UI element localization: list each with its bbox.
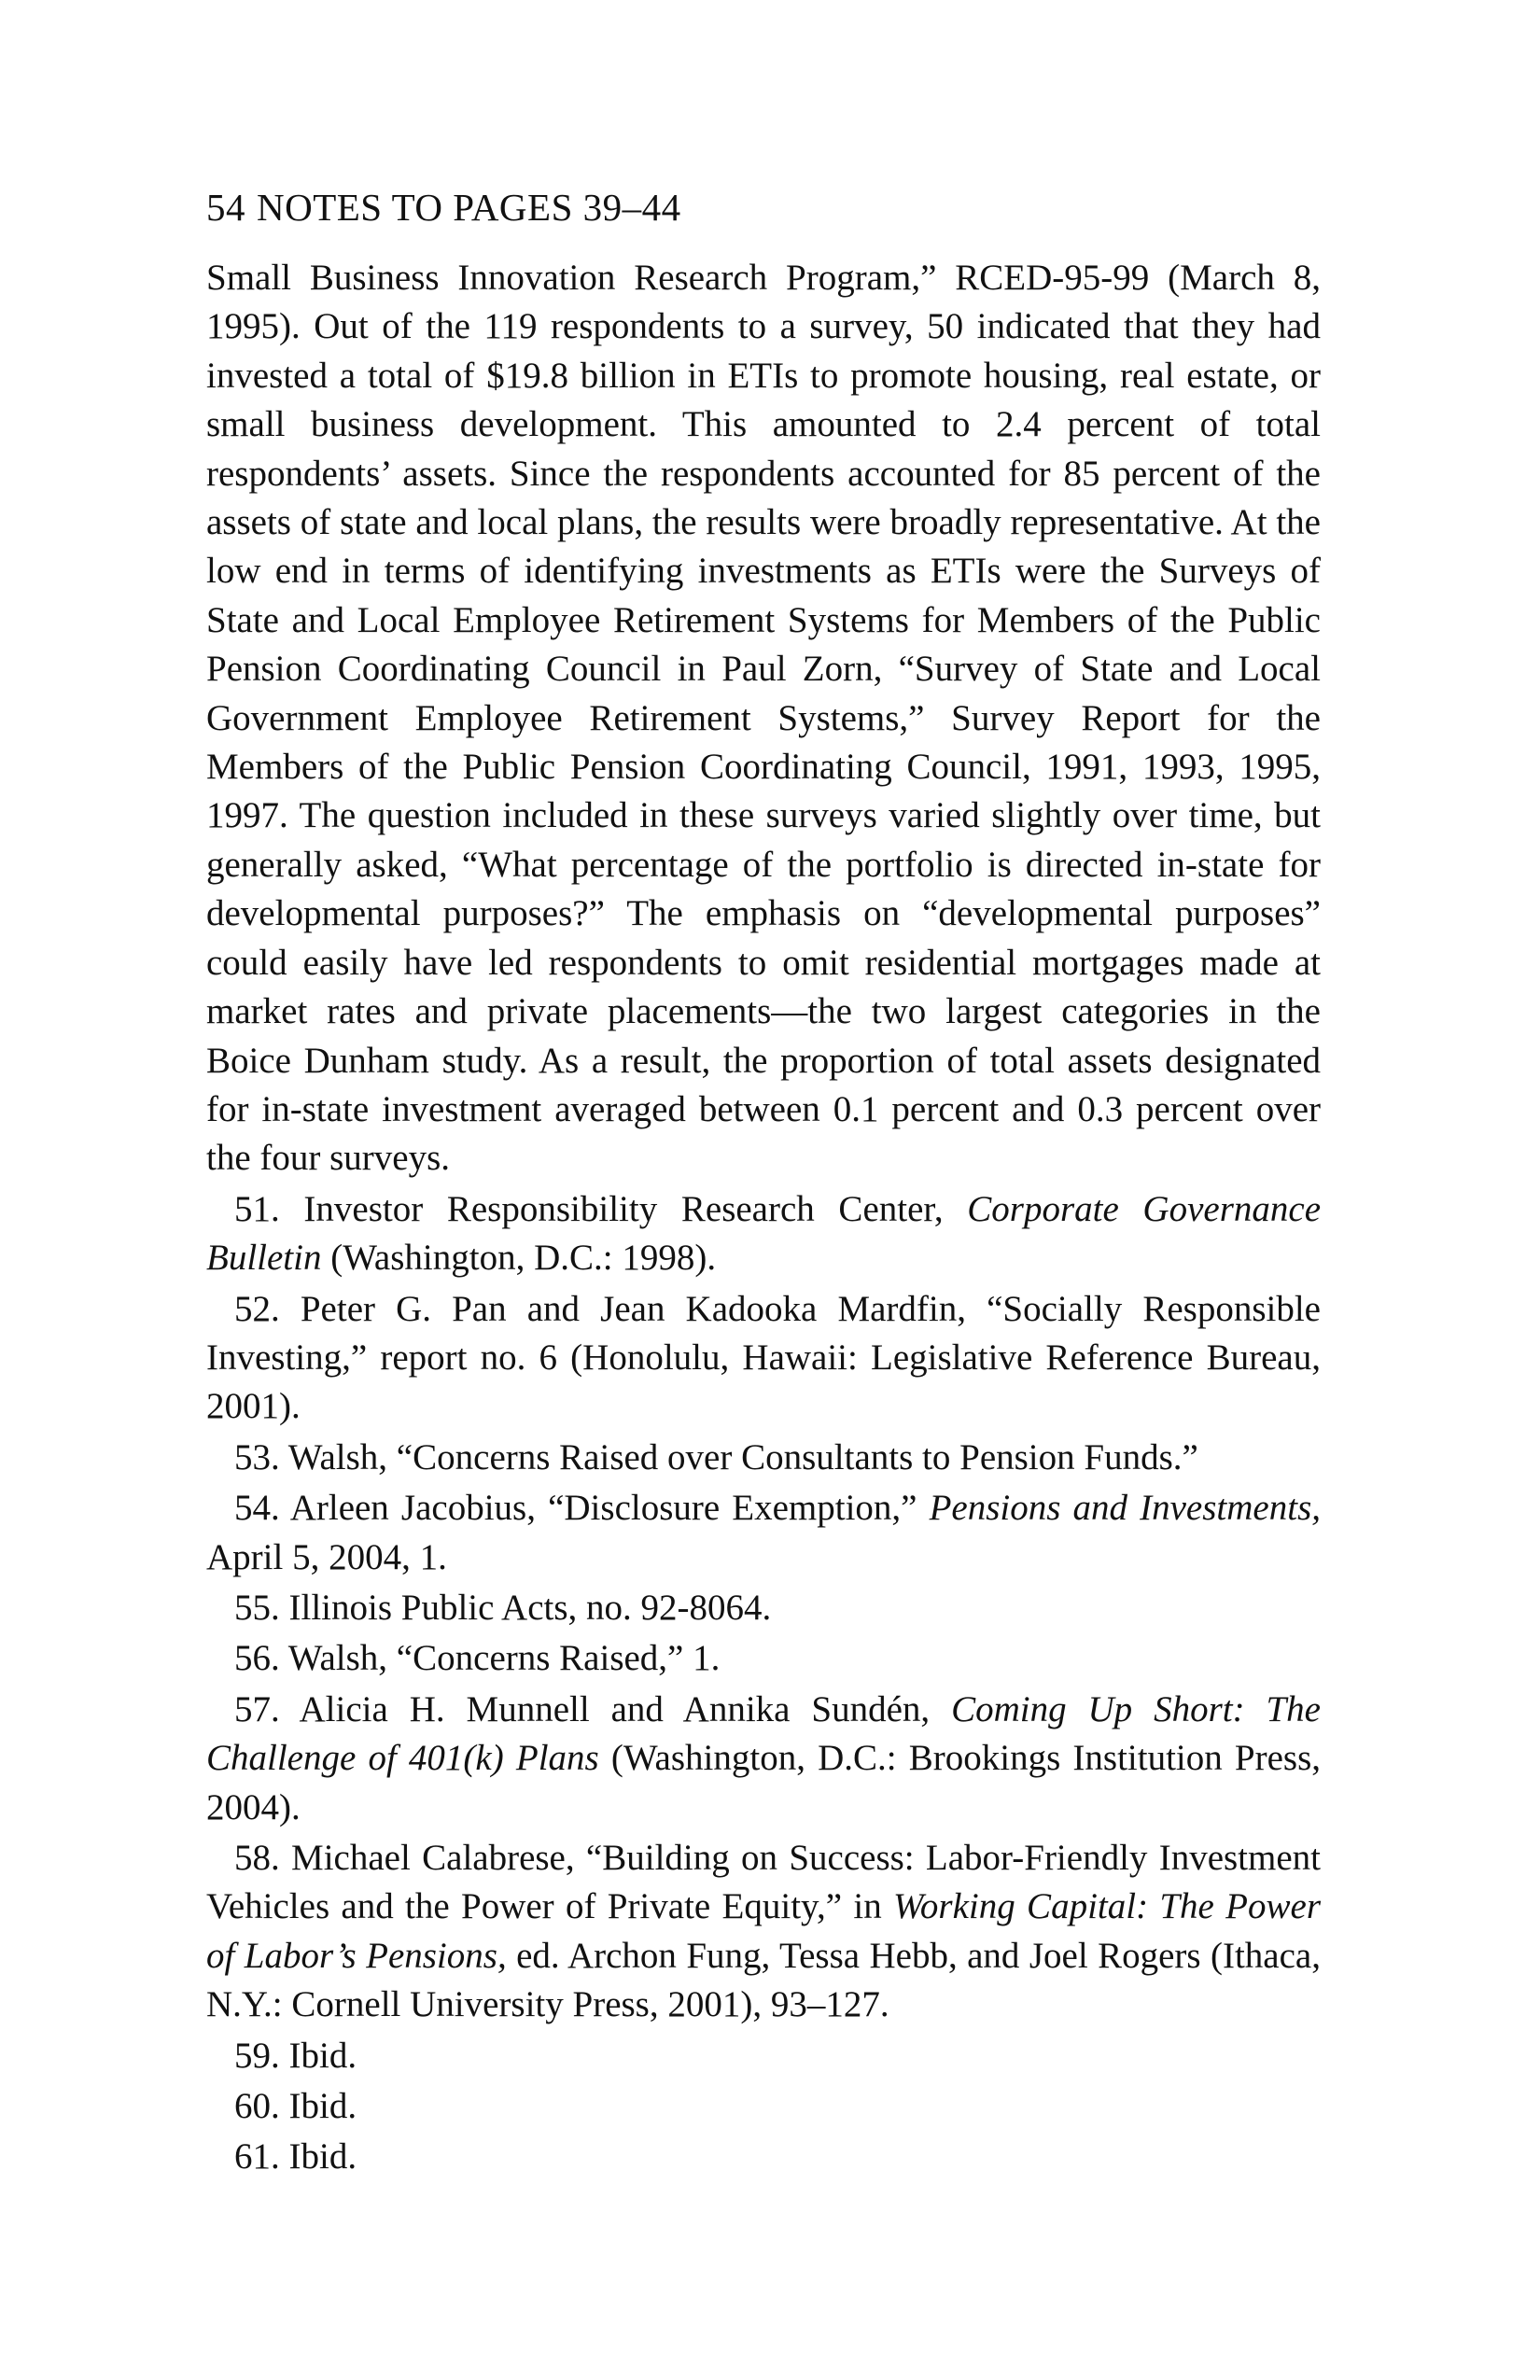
- note-56: [206, 1634, 1321, 1683]
- endnotes: [206, 254, 1321, 2182]
- note-text: ed. Archon Fung, Tessa Hebb, and Joel Rogers (Ithaca, N.Y.: Cornell University Press, 2001), 93–127.: [206, 1935, 1321, 2025]
- note-number: 59.: [234, 2035, 280, 2076]
- note-58: [206, 1834, 1321, 2030]
- running-head: [206, 183, 1321, 231]
- note-60: [206, 2082, 1321, 2131]
- note-text: Michael Calabrese, “Building on Success: Labor-Friendly Investment Vehicles and the Power of Private Equity,” in: [206, 1838, 1321, 1927]
- note-55: [206, 1584, 1321, 1632]
- note-number: 56.: [234, 1638, 280, 1679]
- book-page: [206, 183, 1321, 2182]
- note-title-italic: Corporate Governance Bulletin: [206, 1188, 1321, 1279]
- note-number: 55.: [234, 1587, 280, 1628]
- note-text: Peter G. Pan and Jean Kadooka Mardfin, “Socially Responsible Investing,” report no. 6 (Honolulu, Hawaii: Legislative Reference Bureau, 2001).: [206, 1288, 1321, 1427]
- note-text: Ibid.: [288, 2086, 357, 2127]
- note-title-italic: Pensions and Investments,: [929, 1488, 1321, 1529]
- note-53: [206, 1434, 1321, 1482]
- note-number: 51.: [234, 1188, 280, 1229]
- note-52: [206, 1285, 1321, 1432]
- note-title-italic: Working Capital: The Power of Labor’s Pensions,: [206, 1886, 1321, 1976]
- note-text: Alicia H. Munnell and Annika Sundén,: [299, 1688, 931, 1729]
- note-text: Small Business Innovation Research Program,” RCED-95-99 (March 8, 1995). Out of the 119 respondents to a survey, 50 indicated that they had invested a total of $19.8 billion in ETIs to promote housing, real estate, or small business development. This amounted to 2.4 percent of total respondents’ assets. Since the respondents accounted for 85 percent of the assets of state and local plans, the results were broadly representative. At the low end in terms of identifying investments as ETIs were the Surveys of State and Local Employee Retirement Systems for Members of the Public Pension Coordinating Council in Paul Zorn, “Survey of State and Local Government Employee Retirement Systems,” Survey Report for the Members of the Public Pension Coordinating Council, 1991, 1993, 1995, 1997. The question included in these surveys varied slightly over time, but generally asked, “What percentage of the portfolio is directed in-state for developmental purposes?” The emphasis on “developmental purposes” could easily have led respondents to omit residential mortgages made at market rates and private placements—the two largest categories in the Boice Dunham study. As a result, the proportion of total assets designated for in-state investment averaged between 0.1 percent and 0.3 percent over the four surveys.: [206, 258, 1321, 1179]
- note-number: 57.: [234, 1688, 280, 1729]
- note-title-italic: Coming Up Short: The Challenge of 401(k) Plans: [206, 1688, 1321, 1779]
- note-number: 52.: [234, 1288, 280, 1329]
- note-61: [206, 2133, 1321, 2181]
- note-number: 53.: [234, 1436, 280, 1477]
- note-text: Arleen Jacobius, “Disclosure Exemption,”: [289, 1488, 917, 1529]
- note-text: Ibid.: [288, 2136, 357, 2177]
- note-text: Investor Responsibility Research Center,: [303, 1188, 944, 1229]
- note-number: 60.: [234, 2086, 280, 2127]
- note-number: 54.: [234, 1488, 280, 1529]
- note-54: [206, 1484, 1321, 1582]
- page-number: 54: [206, 186, 245, 229]
- note-text: (Washington, D.C.: Brookings Institution Press, 2004).: [206, 1738, 1322, 1827]
- note-text: Ibid.: [288, 2035, 357, 2076]
- note-text: April 5, 2004, 1.: [206, 1536, 447, 1577]
- note-number: 61.: [234, 2136, 280, 2177]
- note-text: Walsh, “Concerns Raised over Consultants to Pension Funds.”: [287, 1436, 1198, 1477]
- note-57: [206, 1686, 1321, 1832]
- note-continuation: [206, 254, 1321, 1183]
- note-text: (Washington, D.C.: 1998).: [330, 1238, 717, 1279]
- note-text: Illinois Public Acts, no. 92-8064.: [288, 1587, 772, 1628]
- note-59: [206, 2032, 1321, 2080]
- note-text: Walsh, “Concerns Raised,” 1.: [287, 1638, 721, 1679]
- running-head-title: NOTES TO PAGES 39–44: [257, 186, 681, 229]
- note-51: [206, 1185, 1321, 1283]
- note-number: 58.: [234, 1838, 280, 1878]
